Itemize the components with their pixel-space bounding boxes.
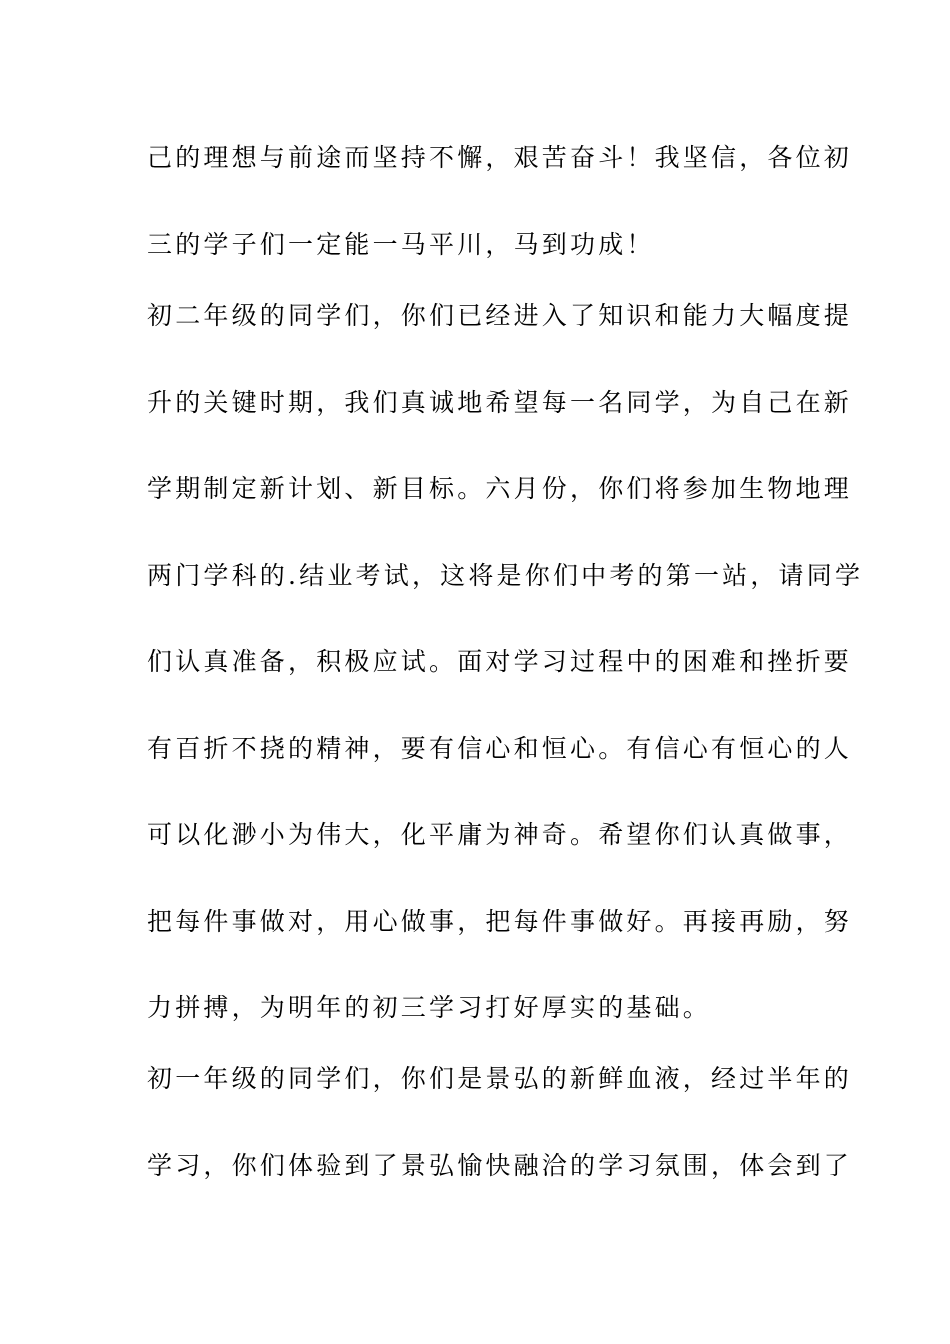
text-line-5: 学期制定新计划、新目标。六月份，你们将参加生物地理 bbox=[147, 474, 853, 503]
text-line-7: 们认真准备，积极应试。面对学习过程中的困难和挫折要 bbox=[147, 647, 853, 676]
text-line-9: 可以化渺小为伟大，化平庸为神奇。希望你们认真做事， bbox=[147, 820, 853, 849]
text-line-13: 学习，你们体验到了景弘愉快融洽的学习氛围，体会到了 bbox=[147, 1151, 853, 1180]
text-line-11: 力拼搏，为明年的初三学习打好厚实的基础。 bbox=[147, 993, 712, 1022]
text-line-4: 升的关键时期，我们真诚地希望每一名同学，为自己在新 bbox=[147, 388, 853, 417]
text-line-10: 把每件事做对，用心做事，把每件事做好。再接再励，努 bbox=[147, 907, 853, 936]
text-line-8: 有百折不挠的精神，要有信心和恒心。有信心有恒心的人 bbox=[147, 734, 853, 763]
text-line-12: 初一年级的同学们，你们是景弘的新鲜血液，经过半年的 bbox=[147, 1064, 853, 1093]
text-line-1: 己的理想与前途而坚持不懈，艰苦奋斗！我坚信，各位初 bbox=[147, 143, 853, 172]
text-line-3: 初二年级的同学们，你们已经进入了知识和能力大幅度提 bbox=[147, 301, 853, 330]
text-line-6: 两门学科的.结业考试，这将是你们中考的第一站，请同学 bbox=[147, 561, 864, 590]
text-line-2: 三的学子们一定能一马平川，马到功成！ bbox=[147, 230, 655, 259]
